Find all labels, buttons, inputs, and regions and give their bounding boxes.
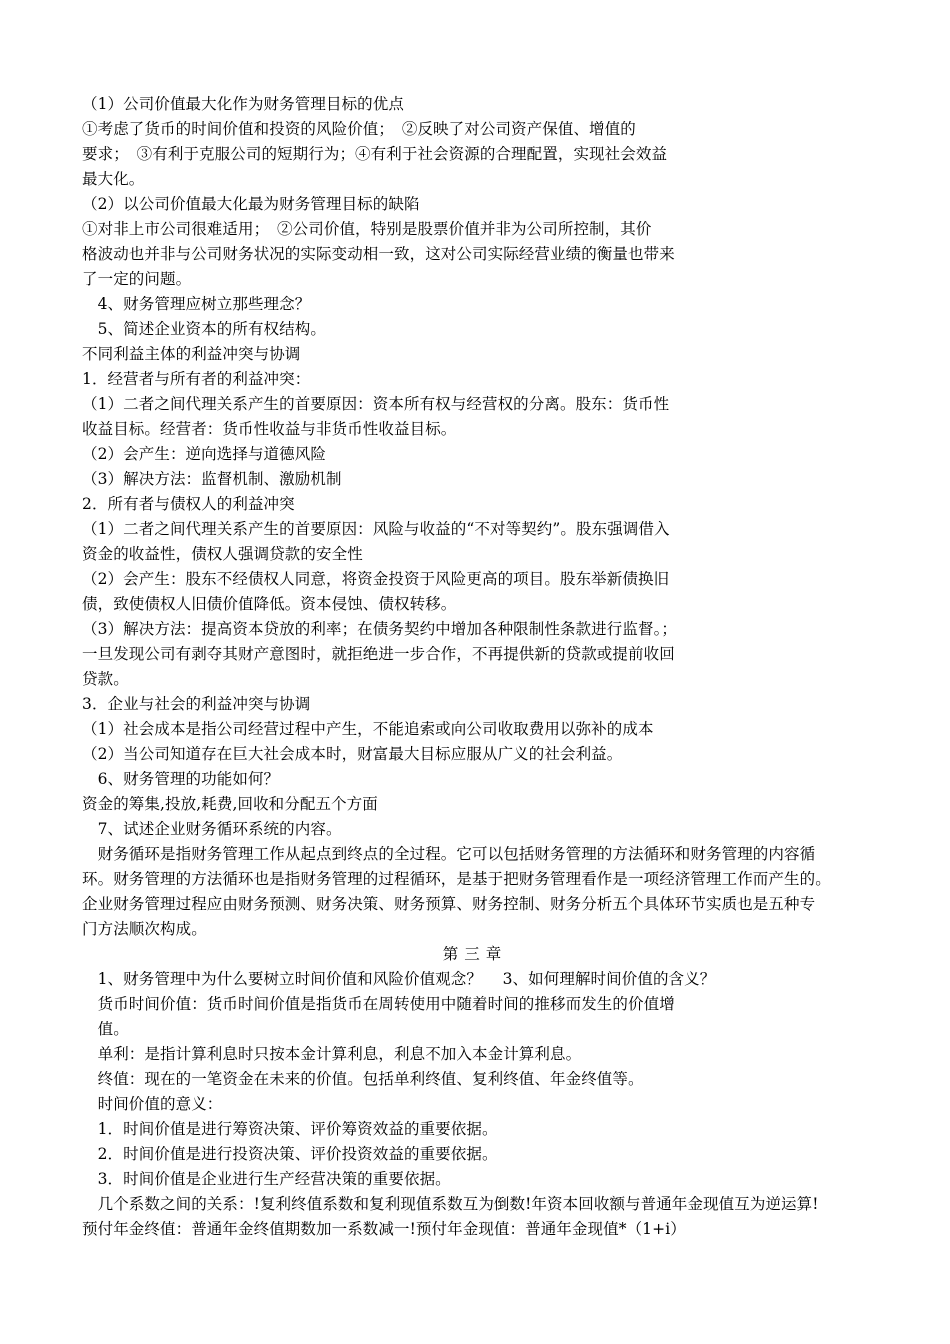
text-line: 企业财务管理过程应由财务预测、财务决策、财务预算、财务控制、财务分析五个具体环节实质也是五种专 bbox=[82, 895, 816, 913]
text-line: （2）会产生：股东不经债权人同意，将资金投资于风险更高的项目。股东举新债换旧 bbox=[82, 570, 670, 588]
text-line: ①对非上市公司很难适用； ②公司价值，特别是股票价值并非为公司所控制，其价 bbox=[82, 220, 652, 238]
text-line: 终值：现在的一笔资金在未来的价值。包括单利终值、复利终值、年金终值等。 bbox=[82, 1070, 644, 1088]
text-line: 2．时间价值是进行投资决策、评价投资效益的重要依据。 bbox=[82, 1145, 498, 1163]
text-line: 财务循环是指财务管理工作从起点到终点的全过程。它可以包括财务管理的方法循环和财务管理的内容循 bbox=[82, 845, 816, 863]
question-heading: 7、试述企业财务循环系统的内容。 bbox=[82, 820, 342, 838]
text-line: 资金的筹集,投放,耗费,回收和分配五个方面 bbox=[82, 795, 378, 813]
chapter-title: 第三章 bbox=[442, 945, 508, 963]
text-line: 门方法顺次构成。 bbox=[82, 920, 207, 938]
text-line: （1）公司价值最大化作为财务管理目标的优点 bbox=[82, 95, 404, 113]
text-line: （3）解决方法：提高资本贷放的利率；在债务契约中增加各种限制性条款进行监督。； bbox=[82, 620, 678, 638]
text-line: （1）社会成本是指公司经营过程中产生，不能追索或向公司收取费用以弥补的成本 bbox=[82, 720, 654, 738]
text-line: 一旦发现公司有剥夺其财产意图时，就拒绝进一步合作，不再提供新的贷款或提前收回 bbox=[82, 645, 675, 663]
text-line: 时间价值的意义： bbox=[82, 1095, 223, 1113]
question-heading: 5、简述企业资本的所有权结构。 bbox=[82, 320, 326, 338]
text-line: 了一定的问题。 bbox=[82, 270, 192, 288]
question-heading: 6、财务管理的功能如何？ bbox=[82, 770, 280, 788]
text-line: 值。 bbox=[82, 1020, 129, 1038]
text-line: 预付年金终值：普通年金终值期数加一系数减一!预付年金现值：普通年金现值*（1+i） bbox=[82, 1220, 686, 1238]
text-line: 贷款。 bbox=[82, 670, 129, 688]
text-line: （1）二者之间代理关系产生的首要原因：风险与收益的“不对等契约”。股东强调借入 bbox=[82, 520, 670, 538]
text-line: 几个系数之间的关系：!复利终值系数和复利现值系数互为倒数!年资本回收额与普通年金现值互为逆运算! bbox=[82, 1195, 819, 1213]
text-line: 环。财务管理的方法循环也是指财务管理的过程循环，是基于把财务管理看作是一项经济管理工作而产生的。 bbox=[82, 870, 831, 888]
text-line: （2）以公司价值最大化最为财务管理目标的缺陷 bbox=[82, 195, 420, 213]
text-line: 资金的收益性，债权人强调贷款的安全性 bbox=[82, 545, 363, 563]
text-line: 格波动也并非与公司财务状况的实际变动相一致，这对公司实际经营业绩的衡量也带来 bbox=[82, 245, 675, 263]
text-line: （2）当公司知道存在巨大社会成本时，财富最大目标应服从广义的社会利益。 bbox=[82, 745, 623, 763]
text-line: 要求； ③有利于克服公司的短期行为；④有利于社会资源的合理配置，实现社会效益 bbox=[82, 145, 668, 163]
text-line: 3．时间价值是企业进行生产经营决策的重要依据。 bbox=[82, 1170, 451, 1188]
text-line: ①考虑了货币的时间价值和投资的风险价值； ②反映了对公司资产保值、增值的 bbox=[82, 120, 636, 138]
text-line: 货币时间价值：货币时间价值是指货币在周转使用中随着时间的推移而发生的价值增 bbox=[82, 995, 675, 1013]
text-line: （1）二者之间代理关系产生的首要原因：资本所有权与经营权的分离。股东：货币性 bbox=[82, 395, 670, 413]
section-heading: 不同利益主体的利益冲突与协调 bbox=[82, 345, 301, 363]
text-line: 3．企业与社会的利益冲突与协调 bbox=[82, 695, 311, 713]
text-line: 最大化。 bbox=[82, 170, 145, 188]
question-heading: 1、财务管理中为什么要树立时间价值和风险价值观念？ 3、如何理解时间价值的含义？ bbox=[82, 970, 716, 988]
text-line: （2）会产生：逆向选择与道德风险 bbox=[82, 445, 326, 463]
text-line: 单利：是指计算利息时只按本金计算利息，利息不加入本金计算利息。 bbox=[82, 1045, 582, 1063]
text-line: 2．所有者与债权人的利益冲突 bbox=[82, 495, 295, 513]
text-line: 1．经营者与所有者的利益冲突： bbox=[82, 370, 311, 388]
text-line: 收益目标。经营者：货币性收益与非货币性收益目标。 bbox=[82, 420, 457, 438]
text-line: 1．时间价值是进行筹资决策、评价筹资效益的重要依据。 bbox=[82, 1120, 498, 1138]
question-heading: 4、财务管理应树立那些理念？ bbox=[82, 295, 311, 313]
text-line: 债，致使债权人旧债价值降低。资本侵蚀、债权转移。 bbox=[82, 595, 457, 613]
text-line: （3）解决方法：监督机制、激励机制 bbox=[82, 470, 342, 488]
